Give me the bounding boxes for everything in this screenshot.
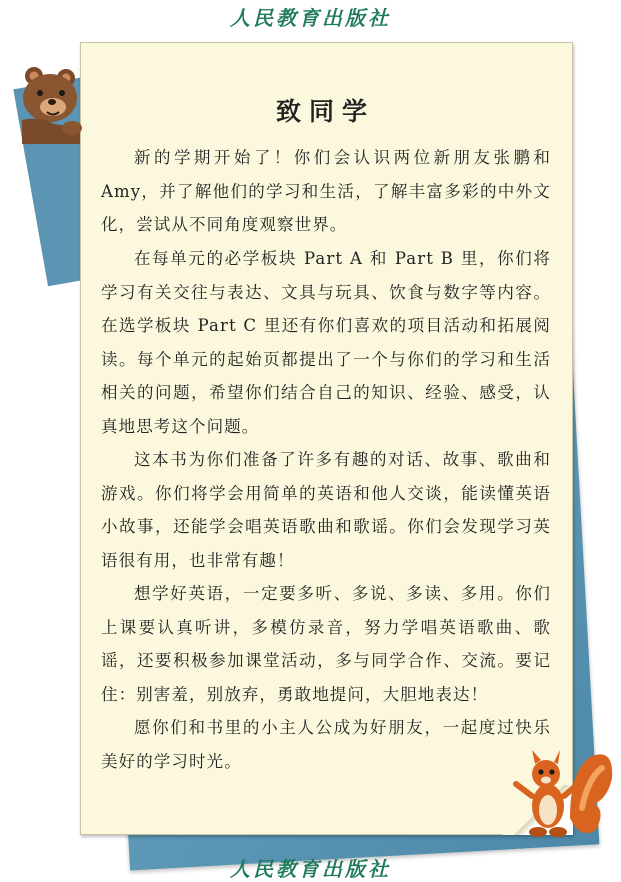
paragraph-3: 这本书为你们准备了许多有趣的对话、故事、歌曲和游戏。你们将学会用简单的英语和他人交谈，能读懂英语小故事，还能学会唱英语歌曲和歌谣。你们会发现学习英语很有用，也非常有趣！ <box>101 450 551 570</box>
publisher-logo-bottom: 人民教育出版社 <box>230 857 391 881</box>
paragraph-2: 在每单元的必学板块 Part A 和 Part B 里，你们将学习有关交往与表达、文具与玩具、饮食与数字等内容。在选学板块 Part C 里还有你们喜欢的项目活动和拓展阅读。每个单元的起始页都提出了一个与你们的学习和生活相关的问题，希望你们结合自己的知识、经验、感受，认真地思考这个问题。 <box>101 249 551 436</box>
letter-title: 致同学 <box>275 97 375 126</box>
paragraph-5: 愿你们和书里的小主人公成为好朋友，一起度过快乐美好的学习时光。 <box>101 718 551 771</box>
publisher-logo-top: 人民教育出版社 <box>230 6 391 30</box>
bear-icon <box>20 66 84 144</box>
paragraph-1: 新的学期开始了！你们会认识两位新朋友张鹏和Amy，并了解他们的学习和生活，了解丰富多彩的中外文化，尝试从不同角度观察世界。 <box>101 148 551 235</box>
squirrel-icon <box>508 748 616 840</box>
paragraph-4: 想学好英语，一定要多听、多说、多读、多用。你们上课要认真听讲，多模仿录音，努力学唱英语歌曲、歌谣，还要积极参加课堂活动，多与同学合作、交流。要记住：别害羞，别放弃，勇敢地提问，大胆地表达！ <box>101 584 551 704</box>
